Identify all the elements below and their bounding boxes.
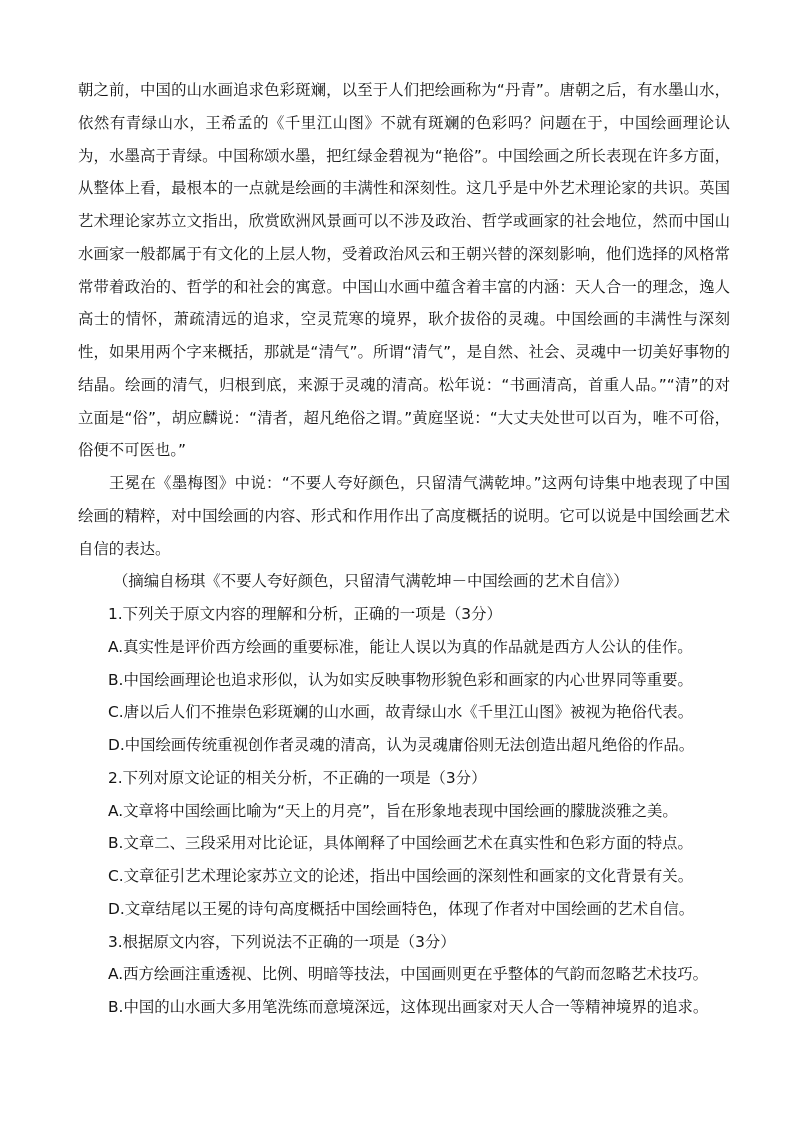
document-page	[78, 74, 730, 1024]
body-paragraph-2: 王冕在《墨梅图》中说：“不要人夸好颜色，只留清气满乾坤。”这两句诗集中地表现了中国绘画的精粹，对中国绘画的内容、形式和作用作出了高度概括的说明。它可以说是中国绘画艺术自信的表达。	[78, 474, 730, 558]
question-option: D.文章结尾以王冕的诗句高度概括中国绘画特色，体现了作者对中国绘画的艺术自信。	[108, 899, 695, 918]
question-2	[78, 762, 730, 926]
question-3	[78, 926, 730, 1024]
question-option: D.中国绘画传统重视创作者灵魂的清高，认为灵魂庸俗则无法创造出超凡绝俗的作品。	[108, 736, 695, 754]
question-stem: 2.下列对原文论证的相关分析，不正确的一项是（3分）	[108, 768, 487, 787]
body-paragraph-1: 朝之前，中国的山水画追求色彩斑斓，以至于人们把绘画称为“丹青”。唐朝之后，有水墨山水，依然有青绿山水，王希孟的《千里江山图》不就有斑斓的色彩吗？问题在于，中国绘画理论认为，水墨高于青绿。中国称颂水墨，把红绿金碧视为“艳俗”。中国绘画之所长表现在许多方面，从整体上看，最根本的一点就是绘画的丰满性和深刻性。这几乎是中外艺术理论家的共识。英国艺术理论家苏立文指出，欣赏欧洲风景画可以不涉及政治、哲学或画家的社会地位，然而中国山水画家一般都属于有文化的上层人物，受着政治风云和王朝兴替的深刻影响，他们选择的风格常常带着政治的、哲学的和社会的寓意。中国山水画中蕴含着丰富的内涵：天人合一的理念，逸人高士的情怀，萧疏清远的追求，空灵荒寒的境界，耿介拔俗的灵魂。中国绘画的丰满性与深刻性，如果用两个字来概括，那就是“清气”。所谓“清气”，是自然、社会、灵魂中一切美好事物的结晶。绘画的清气，归根到底，来源于灵魂的清高。松年说：“书画清高，首重人品。”“清”的对立面是“俗”，胡应麟说：“清者，超凡绝俗之谓。”黄庭坚说：“大丈夫处世可以百为，唯不可俗，俗便不可医也。”	[78, 81, 730, 460]
question-stem: 3.根据原文内容，下列说法不正确的一项是（3分）	[108, 932, 456, 951]
question-1	[78, 598, 730, 762]
question-option: C.文章征引艺术理论家苏立文的论述，指出中国绘画的深刻性和画家的文化背景有关。	[108, 867, 694, 885]
question-option: A.真实性是评价西方绘画的重要标准，能让人误以为真的作品就是西方人公认的佳作。	[108, 637, 693, 656]
question-option: A.西方绘画注重透视、比例、明暗等技法，中国画则更在乎整体的气韵而忽略艺术技巧。	[108, 965, 708, 984]
question-option: A.文章将中国绘画比喻为“天上的月亮”，旨在形象地表现中国绘画的朦胧淡雅之美。	[108, 801, 678, 820]
question-option: B.中国的山水画大多用笔洗练而意境深远，这体现出画家对天人合一等精神境界的追求。	[108, 998, 709, 1016]
question-option: B.中国绘画理论也追求形似，认为如实反映事物形貌色彩和画家的内心世界同等重要。	[108, 670, 693, 689]
question-stem: 1.下列关于原文内容的理解和分析，正确的一项是（3分）	[108, 605, 502, 623]
question-option: C.唐以后人们不推崇色彩斑斓的山水画，故青绿山水《千里江山图》被视为艳俗代表。	[108, 703, 694, 722]
source-citation: （摘编自杨琪《不要人夸好颜色，只留清气满乾坤－中国绘画的艺术自信》）	[113, 572, 629, 591]
question-option: B.文章二、三段采用对比论证，具体阐释了中国绘画艺术在真实性和色彩方面的特点。	[108, 834, 693, 853]
